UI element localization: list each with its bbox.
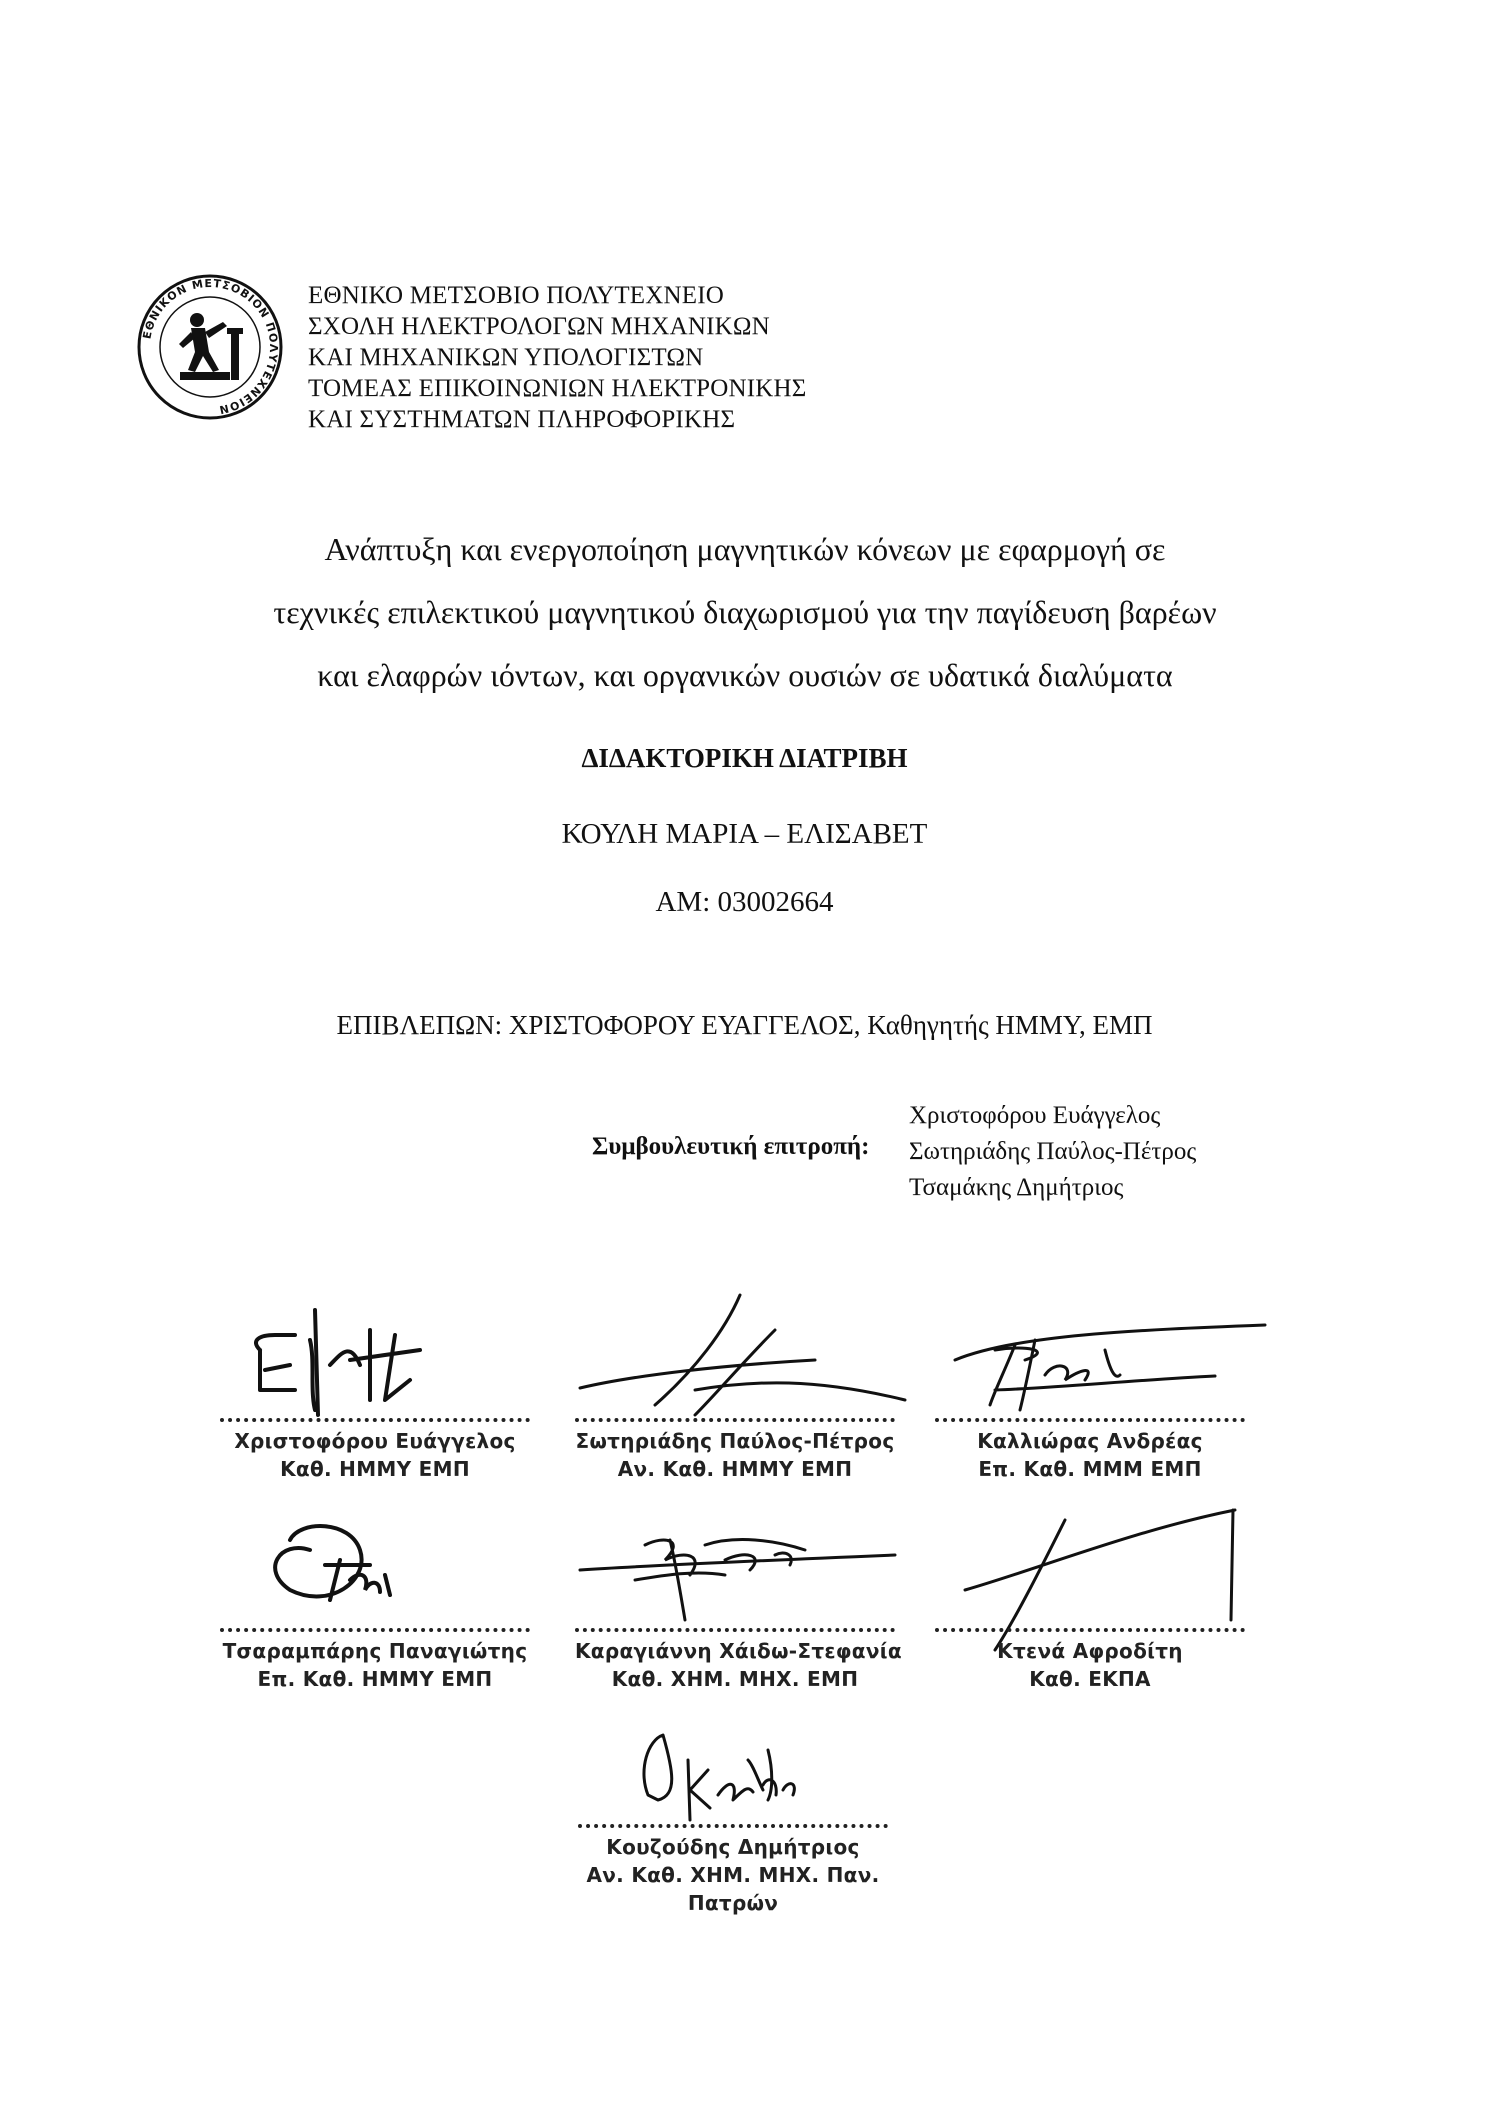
handwritten-signature bbox=[935, 1280, 1275, 1420]
svg-text:ΕΘΝΙΚΟΝ ΜΕΤΣΟΒΙΟΝ ΠΟΛΥΤΕΧΝΕΙΟΝ: ΕΘΝΙΚΟΝ ΜΕΤΣΟΒΙΟΝ ΠΟΛΥΤΕΧΝΕΙΟΝ bbox=[140, 276, 281, 417]
student-id: ΑΜ: 03002664 bbox=[655, 886, 834, 918]
committee-label: Συμβουλευτική επιτροπή: bbox=[592, 1133, 870, 1160]
signatory-name: Καραγιάννη Χάιδω-Στεφανία bbox=[575, 1639, 902, 1663]
signatory-title: Επ. Καθ. ΗΜΜΥ ΕΜΠ bbox=[257, 1667, 493, 1691]
institution-line: ΚΑΙ ΜΗΧΑΝΙΚΩΝ ΥΠΟΛΟΓΙΣΤΩΝ bbox=[308, 344, 704, 371]
institution-line: ΤΟΜΕΑΣ ΕΠΙΚΟΙΝΩΝΙΩΝ ΗΛΕΚΤΡΟΝΙΚΗΣ bbox=[308, 375, 807, 402]
signatory-title: Αν. Καθ. ΧΗΜ. ΜΗΧ. Παν. bbox=[586, 1863, 880, 1887]
author-name: ΚΟΥΛΗ ΜΑΡΙΑ – ΕΛΙΣΑΒΕΤ bbox=[561, 818, 928, 850]
handwritten-signature bbox=[220, 1280, 530, 1420]
handwritten-signature bbox=[575, 1480, 915, 1630]
signatory-name: Κουζούδης Δημήτριος bbox=[606, 1835, 860, 1859]
thesis-title bbox=[150, 518, 1340, 707]
signatory-name: Κτενά Αφροδίτη bbox=[997, 1639, 1183, 1663]
institution-line: ΣΧΟΛΗ ΗΛΕΚΤΡΟΛΟΓΩΝ ΜΗΧΑΝΙΚΩΝ bbox=[308, 313, 770, 340]
signatory-title: Καθ. ΗΜΜΥ ΕΜΠ bbox=[280, 1457, 470, 1481]
institution-header bbox=[308, 280, 807, 435]
signature-block bbox=[935, 1280, 1245, 1480]
supervisor-line: ΕΠΙΒΛΕΠΩΝ: ΧΡΙΣΤΟΦΟΡΟΥ ΕΥΑΓΓΕΛΟΣ, Καθηγητής ΗΜΜΥ, ΕΜΠ bbox=[336, 1010, 1153, 1040]
handwritten-signature bbox=[575, 1280, 995, 1420]
title-line: Ανάπτυξη και ενεργοποίηση μαγνητικών κόνεων με εφαρμογή σε bbox=[324, 531, 1166, 567]
committee-member: Τσαμάκης Δημήτριος bbox=[909, 1174, 1124, 1201]
institution-line: ΕΘΝΙΚΟ ΜΕΤΣΟΒΙΟ ΠΟΛΥΤΕΧΝΕΙΟ bbox=[308, 282, 725, 309]
signatory-name: Σωτηριάδης Παύλος-Πέτρος bbox=[575, 1429, 895, 1453]
title-line: τεχνικές επιλεκτικού μαγνητικού διαχωρισμού για την παγίδευση βαρέων bbox=[273, 594, 1217, 630]
university-seal bbox=[135, 272, 285, 422]
signatory-title: Επ. Καθ. ΜΜΜ ΕΜΠ bbox=[978, 1457, 1202, 1481]
signature-block bbox=[935, 1480, 1245, 1690]
handwritten-signature bbox=[935, 1480, 1255, 1640]
signatory-name: Τσαραμπάρης Παναγιώτης bbox=[222, 1639, 528, 1663]
signature-block bbox=[578, 1700, 888, 1950]
committee-members bbox=[909, 1098, 1196, 1206]
title-line: και ελαφρών ιόντων, και οργανικών ουσιών σε υδατικά διαλύματα bbox=[317, 657, 1173, 693]
signatory-title: Καθ. ΕΚΠΑ bbox=[1029, 1667, 1151, 1691]
signatory-title: Καθ. ΧΗΜ. ΜΗΧ. ΕΜΠ bbox=[611, 1667, 859, 1691]
committee-member: Χριστοφόρου Ευάγγελος bbox=[909, 1102, 1161, 1129]
signatory-title: Αν. Καθ. ΗΜΜΥ ΕΜΠ bbox=[617, 1457, 853, 1481]
signature-block bbox=[220, 1480, 530, 1690]
signatory-title-continued: Πατρών bbox=[687, 1891, 779, 1915]
thesis-type: ΔΙΔΑΚΤΟΡΙΚΗ ΔΙΑΤΡΙΒΗ bbox=[581, 743, 908, 773]
signature-block bbox=[575, 1480, 902, 1691]
signature-block bbox=[575, 1280, 895, 1480]
handwritten-signature bbox=[578, 1700, 888, 1830]
signatory-name: Καλλιώρας Ανδρέας bbox=[977, 1429, 1203, 1453]
handwritten-signature bbox=[220, 1480, 530, 1630]
signatory-name: Χριστοφόρου Ευάγγελος bbox=[234, 1429, 516, 1453]
committee-member: Σωτηριάδης Παύλος-Πέτρος bbox=[909, 1138, 1197, 1165]
signature-block bbox=[220, 1280, 530, 1480]
institution-line: ΚΑΙ ΣΥΣΤΗΜΑΤΩΝ ΠΛΗΡΟΦΟΡΙΚΗΣ bbox=[308, 406, 736, 433]
